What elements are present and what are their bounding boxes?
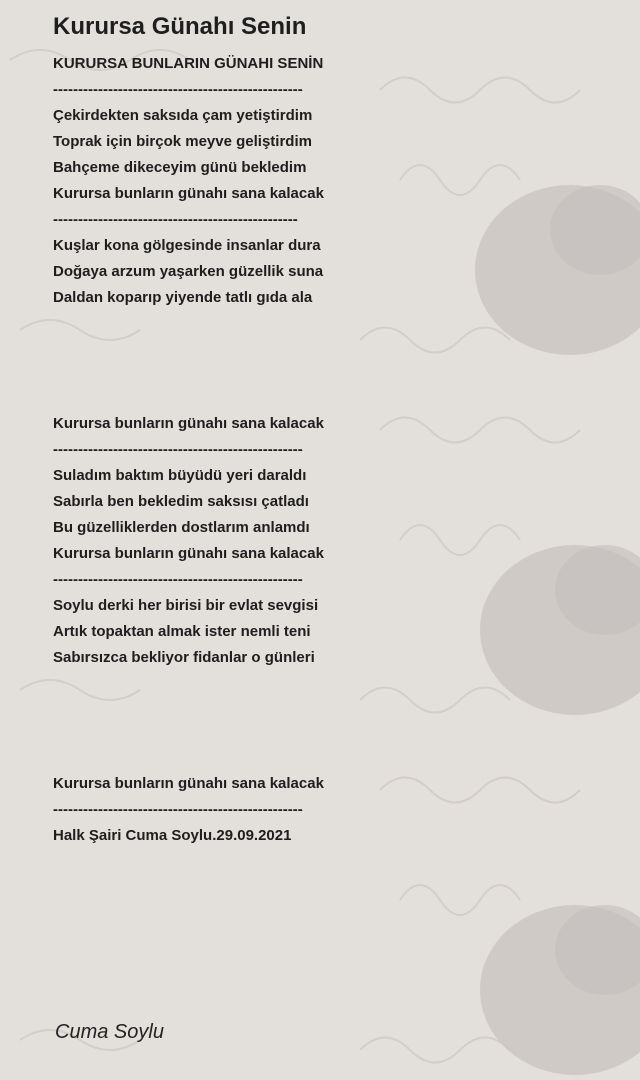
poem-line: Kurursa bunların günahı sana kalacak [53,775,324,792]
poem-line: Kurursa bunların günahı sana kalacak [53,185,324,202]
poem-line: Kurursa bunların günahı sana kalacak [53,545,324,562]
poem-title: Kurursa Günahı Senin [53,13,307,40]
poem-separator: -------------------------------------------------- [53,801,303,818]
poem-line: Kuşlar kona gölgesinde insanlar dura [53,237,321,254]
poem-line: Kurursa bunların günahı sana kalacak [53,415,324,432]
poem-separator: -------------------------------------------------- [53,81,303,98]
poem-line: Daldan koparıp yiyende tatlı gıda ala [53,289,313,306]
poem-line: Soylu derki her birisi bir evlat sevgisi [53,597,319,614]
poem-line: Çekirdekten saksıda çam yetiştirdim [53,107,313,124]
poem-line: Bu güzelliklerden dostlarım anlamdı [53,519,310,536]
poem-line: Suladım baktım büyüdü yeri daraldı [53,467,307,484]
poem-signature: Halk Şairi Cuma Soylu.29.09.2021 [53,827,292,844]
poem-separator: ------------------------------------------------- [53,211,298,228]
poem-line: Bahçeme dikeceyim günü bekledim [53,159,307,176]
poem-separator: -------------------------------------------------- [53,441,303,458]
poem-line: Artık topaktan almak ister nemli teni [53,623,311,640]
poem-line: Sabırsızca bekliyor fidanlar o günleri [53,649,315,666]
author-name: Cuma Soylu [55,1021,164,1043]
poem-line: KURURSA BUNLARIN GÜNAHI SENİN [53,55,324,72]
poem-line: Toprak için birçok meyve geliştirdim [53,133,312,150]
poem-separator: -------------------------------------------------- [53,571,303,588]
poem-line: Sabırla ben bekledim saksısı çatladı [53,493,309,510]
poem-line: Doğaya arzum yaşarken güzellik suna [53,263,324,280]
